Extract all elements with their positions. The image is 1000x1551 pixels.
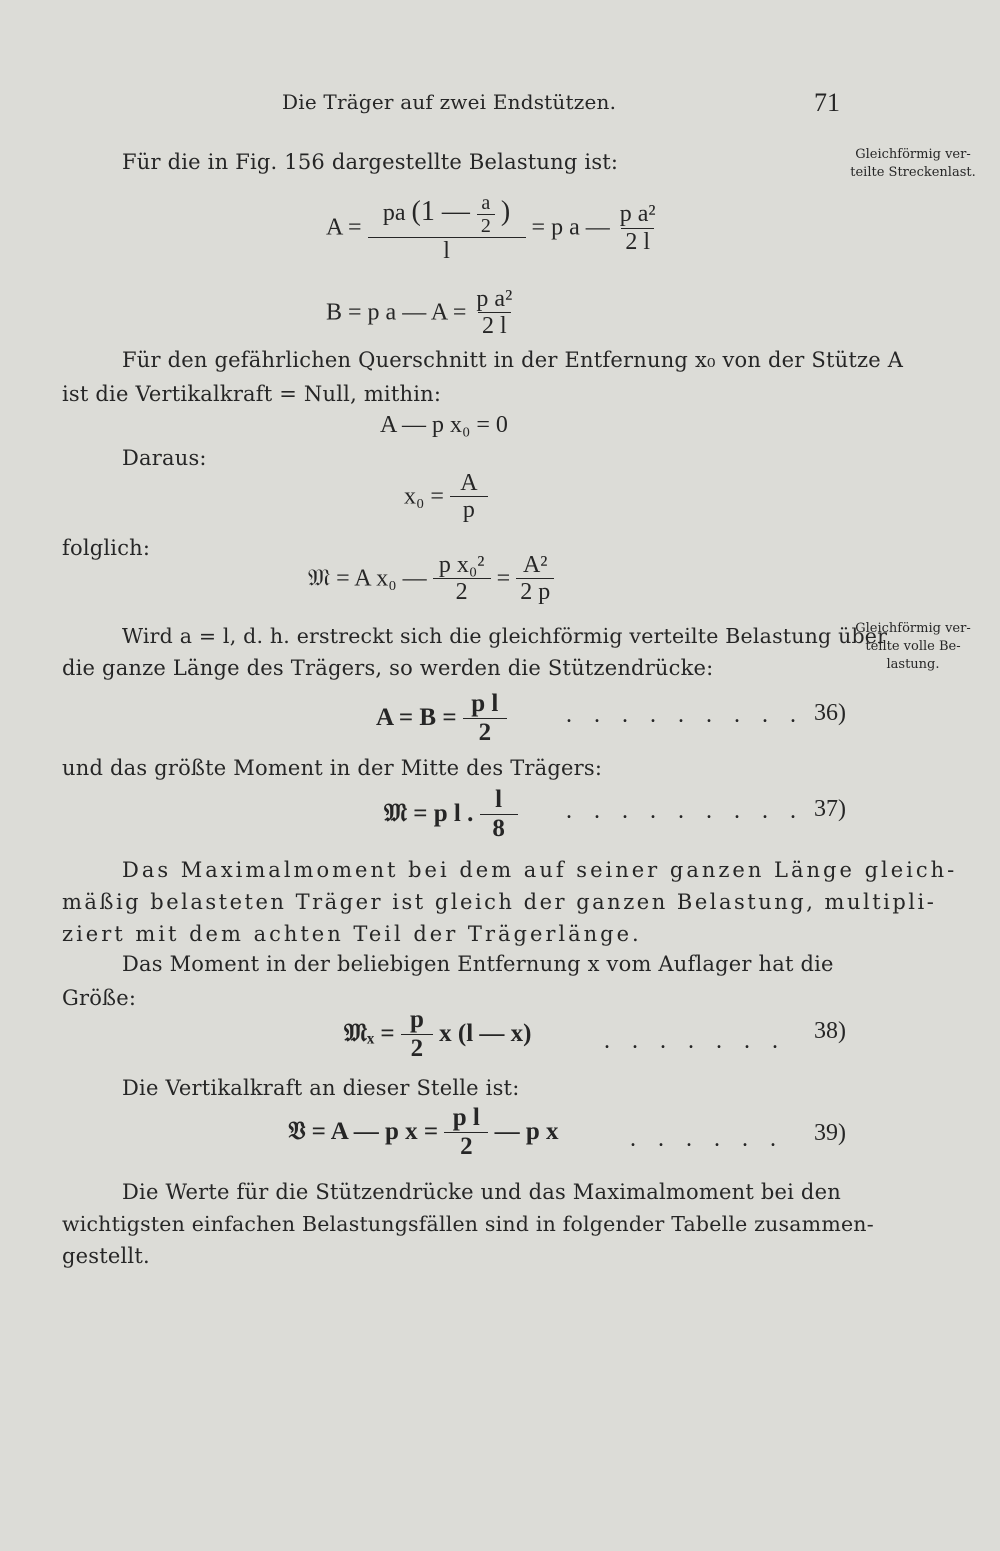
paragraph-line: Die Vertikalkraft an dieser Stelle ist: bbox=[122, 1076, 520, 1100]
paragraph-line: wichtigsten einfachen Belastungsfällen sind in folgender Tabelle zusammen- bbox=[62, 1212, 874, 1236]
equation-leader-dots: . . . . . . bbox=[630, 1126, 784, 1152]
eq-term: x (l — x) bbox=[439, 1020, 532, 1047]
paragraph-line: Wird a = l, d. h. erstreckt sich die gleichförmig verteilte Belastung über bbox=[122, 624, 888, 648]
fraction-denominator: 2 bbox=[444, 1132, 488, 1161]
fraction-numerator bbox=[379, 192, 514, 237]
eq-term: = p a — bbox=[531, 214, 610, 241]
margin-note-line: Gleichförmig ver- bbox=[855, 147, 971, 162]
paragraph-line: Für den gefährlichen Querschnitt in der Entfernung x₀ von der Stütze A bbox=[122, 348, 904, 372]
paragraph-line: ziert mit dem achten Teil der Trägerlänge. bbox=[62, 922, 642, 946]
equation-A-minus-px0: A — p x₀ = 0 bbox=[380, 412, 508, 438]
eq-lhs: A = B = bbox=[376, 704, 457, 731]
fraction bbox=[616, 201, 660, 255]
equation-A bbox=[326, 192, 660, 264]
equation-leader-dots: . . . . . . . . . bbox=[566, 702, 804, 728]
fraction-denominator: 2 l bbox=[478, 312, 511, 339]
running-title: Die Träger auf zwei Endstützen. bbox=[282, 90, 617, 114]
eq-term: = bbox=[496, 565, 511, 592]
equation-38 bbox=[344, 1006, 532, 1062]
fraction-numerator: p a² bbox=[619, 201, 656, 228]
paragraph-line: Die Werte für die Stützendrücke und das Maximalmoment bei den bbox=[122, 1180, 841, 1204]
equation-B bbox=[326, 286, 516, 340]
paragraph-line: Für die in Fig. 156 dargestellte Belastung ist: bbox=[122, 150, 619, 174]
fraction bbox=[368, 192, 526, 264]
fraction-numerator: A² bbox=[522, 552, 548, 578]
equation-number: 37) bbox=[814, 796, 846, 822]
eq-lhs: 𝔙 = A — p x = bbox=[288, 1118, 439, 1145]
paragraph-line: Das Moment in der beliebigen Entfernung x vom Auflager hat die bbox=[122, 952, 834, 976]
fraction-numerator: p l bbox=[471, 690, 499, 717]
equation-number: 38) bbox=[814, 1018, 846, 1044]
equation-M-max bbox=[308, 552, 554, 606]
page-number: 71 bbox=[814, 88, 840, 117]
fraction bbox=[433, 552, 491, 606]
fraction-denominator: 2 bbox=[477, 214, 495, 237]
fraction bbox=[450, 470, 488, 524]
fraction-denominator: 8 bbox=[480, 814, 518, 843]
equation-leader-dots: . . . . . . . bbox=[604, 1028, 786, 1054]
equation-39 bbox=[288, 1104, 559, 1160]
fraction-numerator: p bbox=[409, 1006, 424, 1033]
fraction bbox=[516, 552, 554, 606]
eq-term: (1 — bbox=[411, 196, 477, 228]
equation-37 bbox=[384, 786, 518, 842]
fraction-numerator: p x₀² bbox=[438, 552, 485, 578]
fraction-denominator: 2 bbox=[463, 718, 507, 747]
paragraph-line: mäßig belasteten Träger ist gleich der ganzen Belastung, multipli- bbox=[62, 890, 937, 914]
eq-lhs: 𝔐 = p l . bbox=[384, 800, 474, 827]
eq-term: ) bbox=[500, 196, 511, 228]
fraction-numerator: l bbox=[495, 786, 503, 813]
paragraph-line: gestellt. bbox=[62, 1244, 150, 1268]
paragraph-line: und das größte Moment in der Mitte des Trägers: bbox=[62, 756, 603, 780]
paragraph-line: ist die Vertikalkraft = Null, mithin: bbox=[62, 382, 442, 406]
margin-note-line: teilte Streckenlast. bbox=[850, 165, 976, 180]
paragraph-line: die ganze Länge des Trägers, so werden die Stützendrücke: bbox=[62, 656, 714, 680]
eq-lhs: 𝔐ₓ = bbox=[344, 1020, 395, 1047]
fraction bbox=[401, 1006, 433, 1062]
fraction-numerator: A bbox=[460, 470, 478, 496]
fraction-denominator: 2 bbox=[433, 578, 491, 605]
fraction bbox=[444, 1104, 488, 1160]
paragraph-line: folglich: bbox=[62, 536, 151, 560]
margin-note-line: Gleichförmig ver- bbox=[855, 621, 971, 636]
margin-note-line: teilte volle Be- bbox=[865, 639, 961, 654]
fraction-numerator: p l bbox=[452, 1104, 480, 1131]
fraction-denominator: 2 p bbox=[516, 578, 554, 605]
equation-number: 36) bbox=[814, 700, 846, 726]
paragraph-line: Das Maximalmoment bei dem auf seiner ganzen Länge gleich- bbox=[122, 858, 958, 882]
equation-36 bbox=[376, 690, 507, 746]
fraction bbox=[463, 690, 507, 746]
margin-note-streckenlast bbox=[838, 146, 988, 182]
fraction-numerator: p a² bbox=[476, 286, 513, 312]
margin-note-line: lastung. bbox=[886, 657, 940, 672]
fraction bbox=[472, 286, 516, 340]
eq-lhs: 𝔐 = A x₀ — bbox=[308, 565, 427, 592]
equation-leader-dots: . . . . . . . . . bbox=[566, 798, 804, 824]
eq-lhs: A = bbox=[326, 214, 362, 241]
eq-lhs: B = p a — A = bbox=[326, 299, 467, 326]
eq-lhs: x₀ = bbox=[404, 483, 444, 510]
fraction-denominator: l bbox=[368, 237, 526, 264]
eq-term: — p x bbox=[494, 1118, 559, 1145]
eq-term: pa bbox=[382, 200, 406, 227]
fraction-denominator: p bbox=[450, 496, 488, 523]
fraction bbox=[480, 786, 518, 842]
fraction bbox=[477, 192, 495, 237]
equation-x0 bbox=[404, 470, 488, 524]
fraction-denominator: 2 l bbox=[621, 228, 654, 255]
paragraph-line: Größe: bbox=[62, 986, 137, 1010]
fraction-numerator: a bbox=[481, 192, 491, 214]
equation-number: 39) bbox=[814, 1120, 846, 1146]
paragraph-line: Daraus: bbox=[122, 446, 207, 470]
fraction-denominator: 2 bbox=[401, 1034, 433, 1063]
